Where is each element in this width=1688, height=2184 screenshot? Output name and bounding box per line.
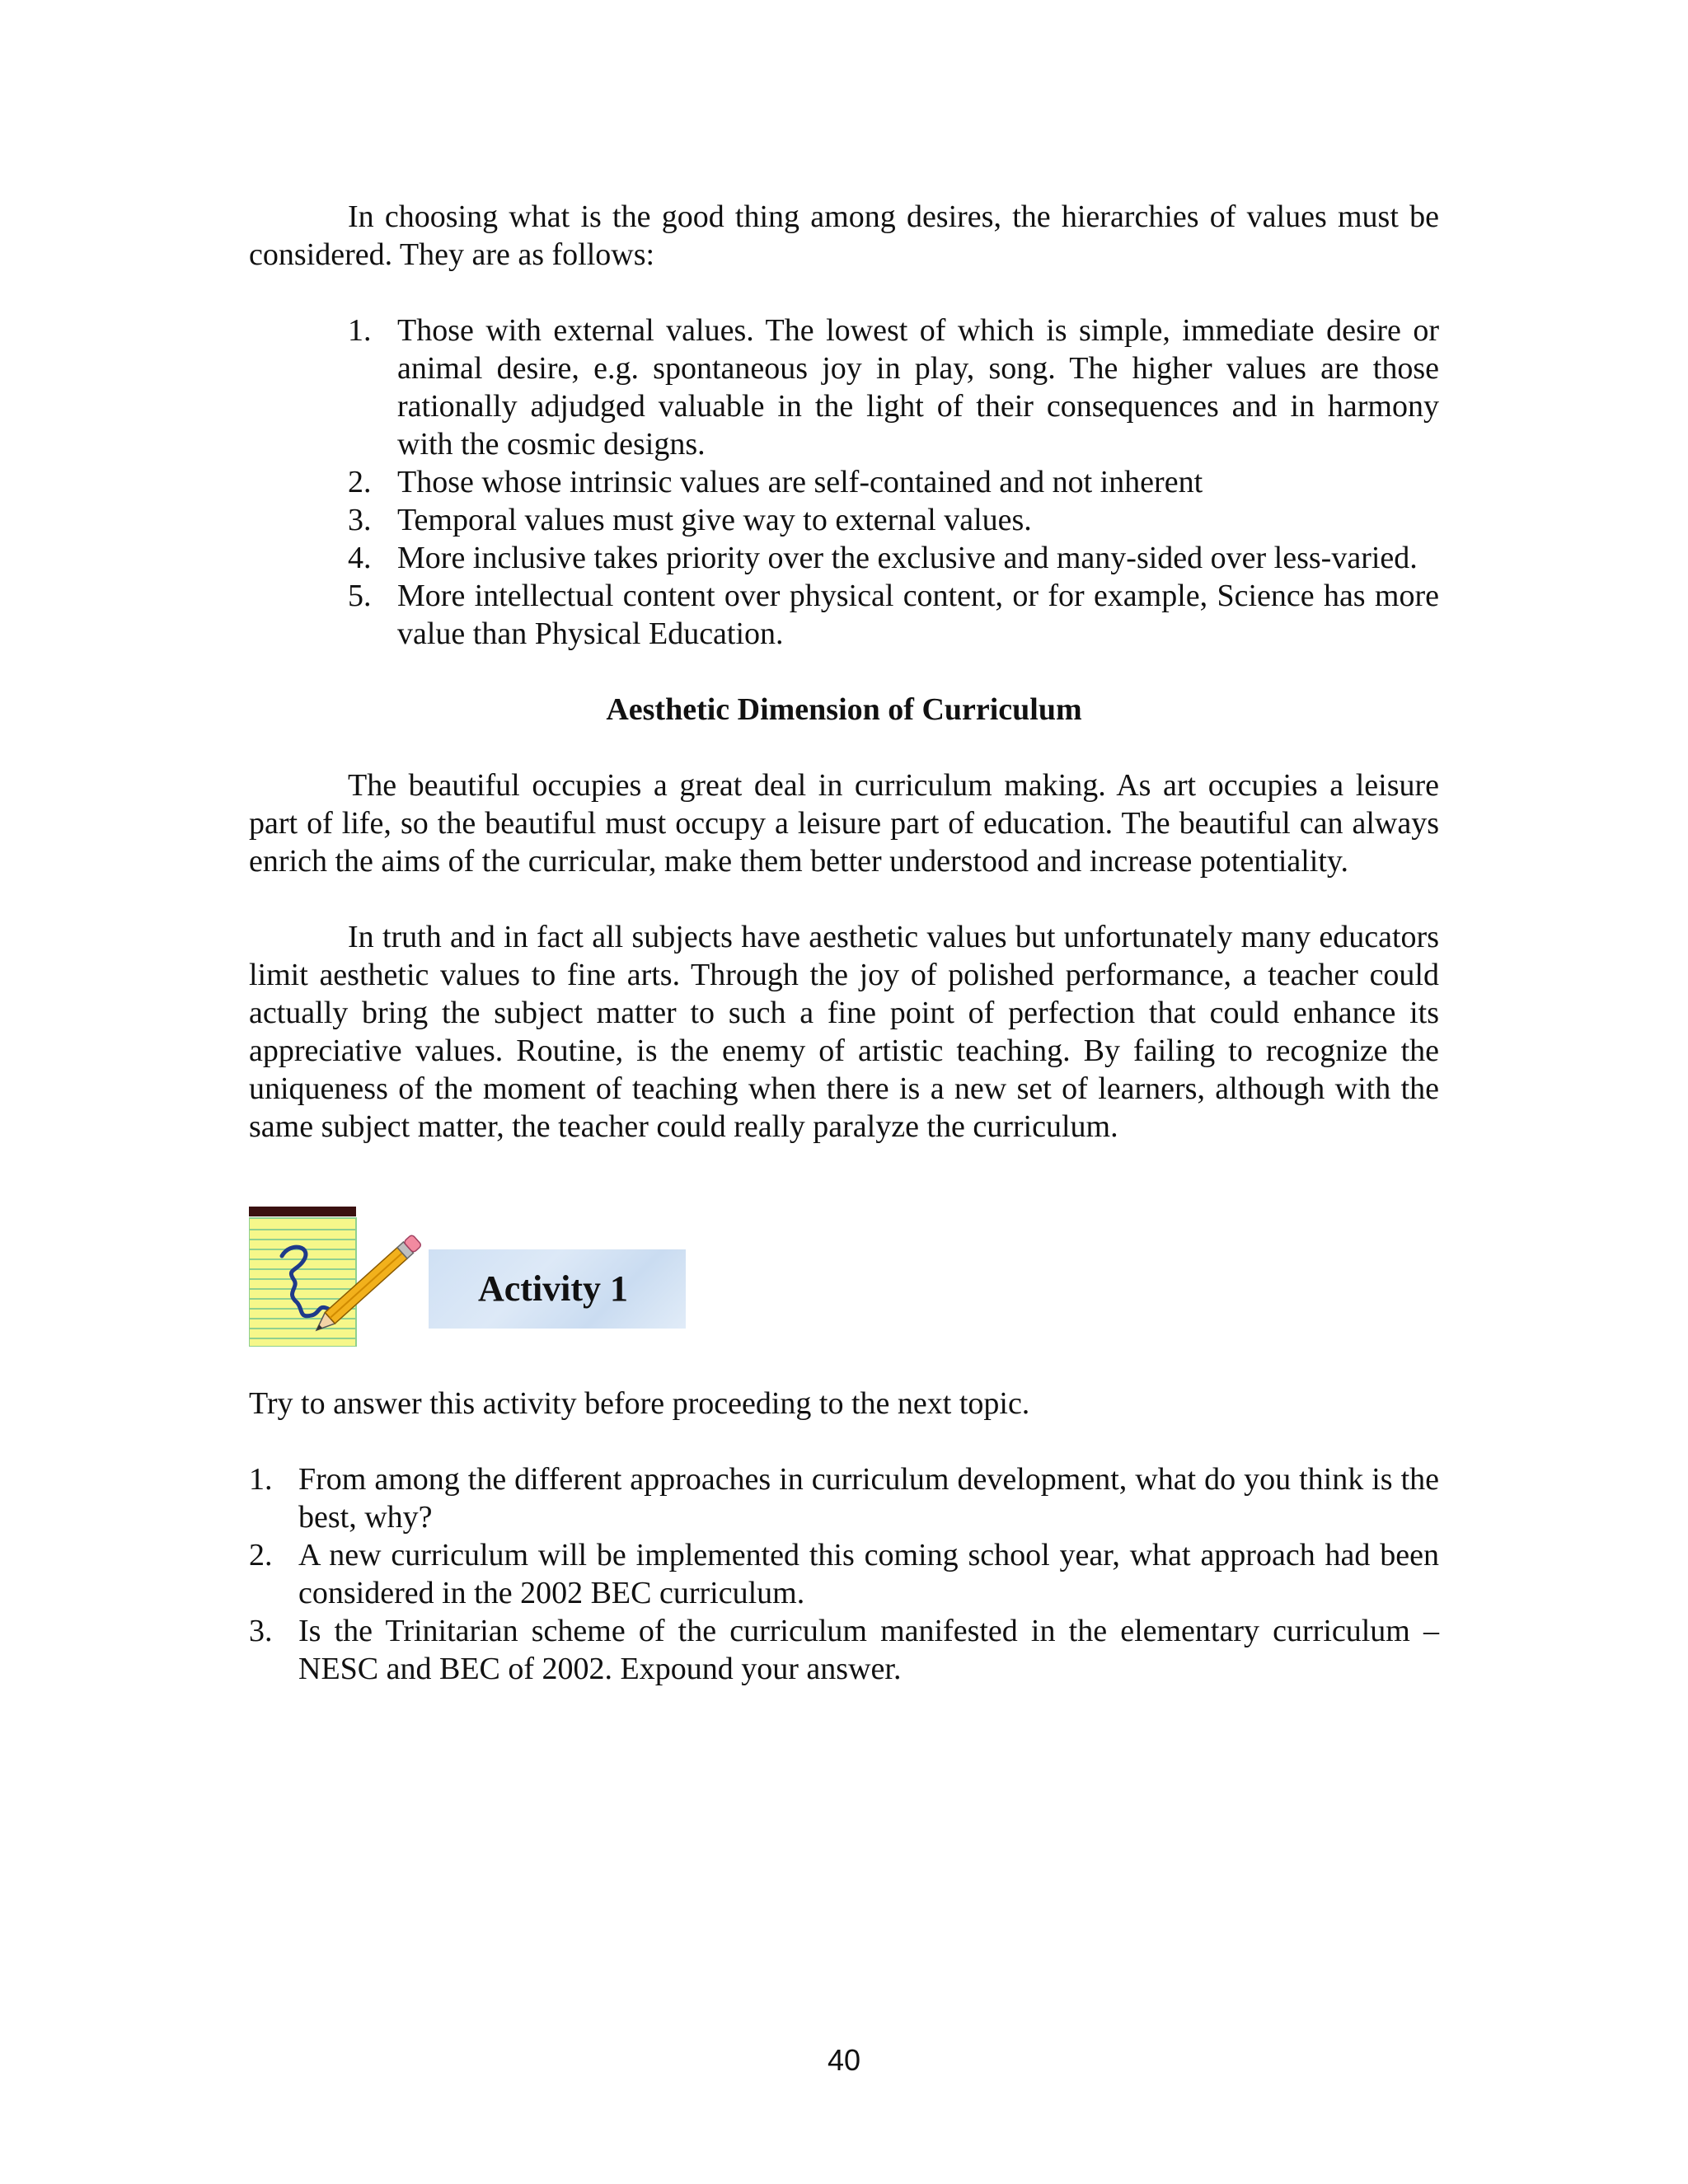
- values-hierarchy-list: [249, 312, 1439, 653]
- list-item: [249, 1536, 1439, 1612]
- page-content: [249, 198, 1439, 1688]
- intro-paragraph: In choosing what is the good thing among desires, the hierarchies of values must be considered. They are as follows:: [249, 199, 1439, 272]
- list-text: More inclusive takes priority over the exclusive and many-sided over less-varied.: [397, 541, 1418, 575]
- list-number: 3.: [348, 503, 372, 537]
- aesthetic-paragraph-1: The beautiful occupies a great deal in curriculum making. As art occupies a leisure part of life, so the beautiful must occupy a leisure part of education. The beautiful can always enrich the aims of the curricular, make them better understood and increase potentiality.: [249, 768, 1439, 879]
- list-text: Those whose intrinsic values are self-contained and not inherent: [397, 465, 1203, 499]
- activity-header: [249, 1207, 1439, 1347]
- list-text: Those with external values. The lowest of which is simple, immediate desire or animal desire, e.g. spontaneous joy in play, song. The higher values are those rationally adjudged valuable in the light of their consequences and in harmony with the cosmic designs.: [397, 313, 1439, 462]
- list-item: [348, 577, 1439, 653]
- list-text: Is the Trinitarian scheme of the curriculum manifested in the elementary curriculum – NESC and BEC of 2002. Expound your answer.: [298, 1614, 1439, 1686]
- list-number: 3.: [249, 1614, 273, 1648]
- activity-questions-list: [249, 1460, 1439, 1688]
- aesthetic-paragraph-2: In truth and in fact all subjects have aesthetic values but unfortunately many educators limit aesthetic values to fine arts. Through the joy of polished performance, a teacher could actually bring the subject matter to such a fine point of perfection that could enhance its appreciative values. Routine, is the enemy of artistic teaching. By failing to recognize the uniqueness of the moment of teaching when there is a new set of learners, although with the same subject matter, the teacher could really paralyze the curriculum.: [249, 920, 1439, 1144]
- list-item: [348, 312, 1439, 463]
- activity-instruction: Try to answer this activity before proceeding to the next topic.: [249, 1386, 1030, 1421]
- list-number: 4.: [348, 541, 372, 575]
- list-item: [348, 463, 1439, 501]
- list-item: [249, 1612, 1439, 1688]
- list-number: 2.: [249, 1538, 273, 1572]
- list-number: 5.: [348, 579, 372, 613]
- list-text: Temporal values must give way to external values.: [397, 503, 1032, 537]
- list-text: A new curriculum will be implemented this coming school year, what approach had been considered in the 2002 BEC curriculum.: [298, 1538, 1439, 1610]
- list-item: [249, 1460, 1439, 1536]
- list-item: [348, 539, 1439, 577]
- section-heading: Aesthetic Dimension of Curriculum: [606, 692, 1082, 727]
- list-item: [348, 501, 1439, 539]
- page-number: 40: [827, 2043, 861, 2077]
- list-number: 2.: [348, 465, 372, 499]
- activity-title: Activity 1: [429, 1249, 686, 1329]
- list-text: More intellectual content over physical content, or for example, Science has more value than Physical Education.: [397, 579, 1439, 651]
- list-text: From among the different approaches in curriculum development, what do you think is the best, why?: [298, 1462, 1439, 1535]
- list-number: 1.: [249, 1462, 273, 1497]
- list-number: 1.: [348, 313, 372, 348]
